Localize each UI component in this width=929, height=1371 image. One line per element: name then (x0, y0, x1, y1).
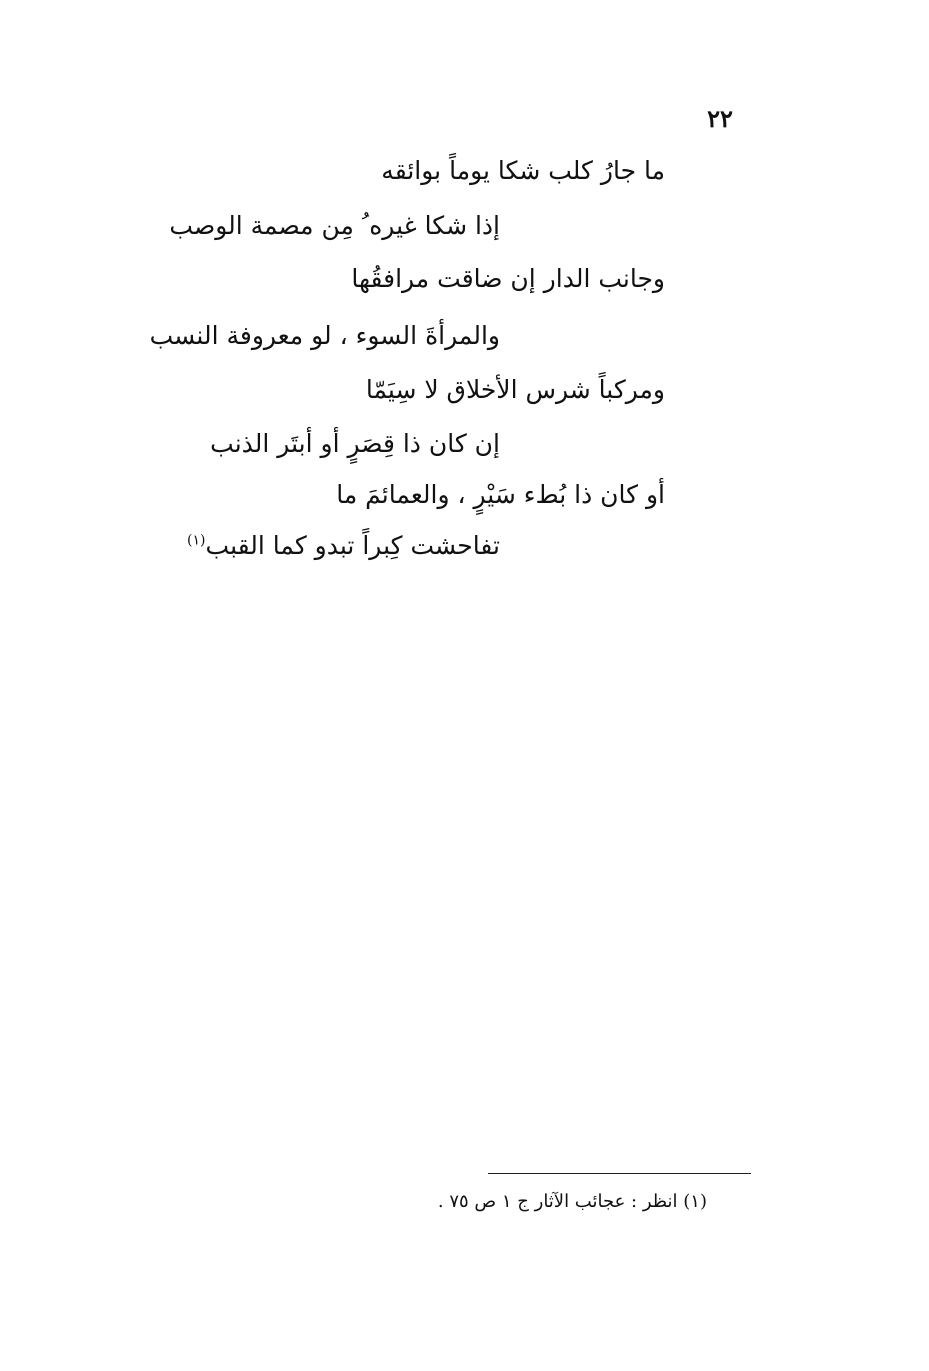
verse-line-8-text: تفاحشت كِبراً تبدو كما القبب (205, 531, 500, 560)
page-number: ٢٢ (707, 104, 733, 133)
footnote: (١) انظر : عجائب الآثار ج ١ ص ٧٥ . (437, 1191, 707, 1212)
footnote-divider (488, 1173, 751, 1174)
verse-line-7: أو كان ذا بُطء سَيْرٍ ، والعمائمَ ما (336, 480, 665, 509)
verse-line-1: ما جارُ كلب شكا يوماً بوائقه (381, 156, 665, 185)
verse-line-2: إذا شكا غيره ُ مِن مصمة الوصب (169, 211, 500, 240)
verse-line-8 (140, 524, 500, 568)
verse-line-5: ومركباً شرس الأخلاق لا سِيَمّا (365, 375, 665, 404)
verse-line-3: وجانب الدار إن ضاقت مرافقُها (351, 264, 665, 293)
verse-line-4: والمرأةَ السوء ، لو معروفة النسب (149, 321, 500, 350)
footnote-marker: (١) (187, 532, 206, 549)
verse-line-6: إن كان ذا قِصَرٍ أو أبتَر الذنب (210, 429, 500, 458)
